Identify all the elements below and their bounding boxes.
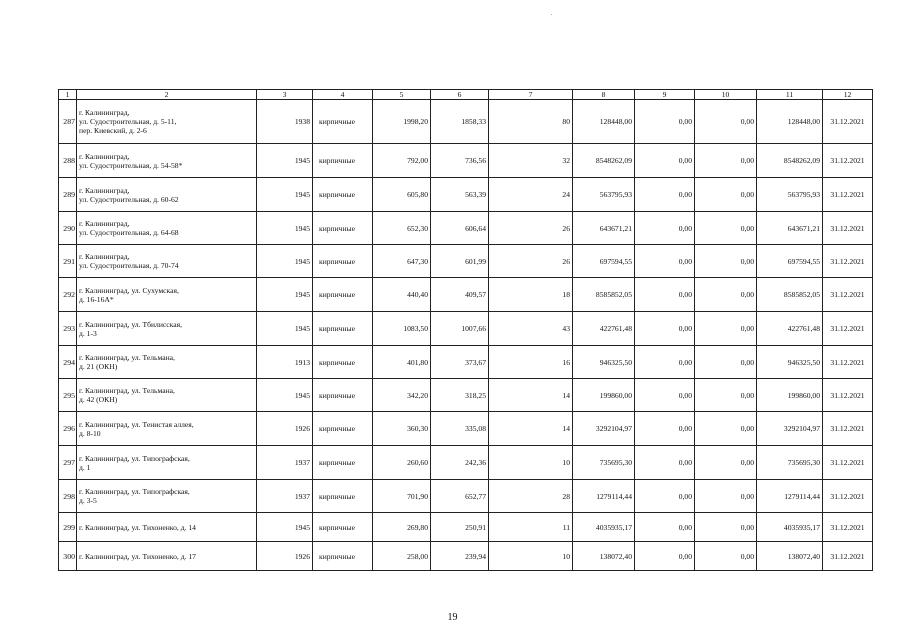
header-col-5: 5	[373, 90, 431, 100]
cost-total-cell: 697594,55	[573, 245, 635, 278]
address-line: д. 8-10	[79, 428, 101, 438]
residents-cell: 11	[489, 513, 573, 542]
cost-total-cell: 946325,50	[573, 346, 635, 379]
area-living-cell: 250,91	[431, 513, 489, 542]
header-col-8: 8	[573, 90, 635, 100]
cost-total-cell: 3292104,97	[573, 412, 635, 446]
cost-col11-cell: 8585852,05	[757, 278, 823, 312]
material-cell: кирпичные	[313, 446, 373, 480]
year-cell: 1926	[257, 412, 313, 446]
year-cell: 1945	[257, 245, 313, 278]
row-index: 289	[59, 178, 77, 212]
year-cell: 1945	[257, 178, 313, 212]
row-index: 293	[59, 312, 77, 346]
area-living-cell: 736,56	[431, 144, 489, 178]
row-index: 295	[59, 379, 77, 412]
area-living-cell: 409,57	[431, 278, 489, 312]
cost-col9-cell: 0,00	[635, 312, 695, 346]
year-cell: 1938	[257, 100, 313, 144]
material-cell: кирпичные	[313, 346, 373, 379]
cost-col10-cell: 0,00	[695, 446, 757, 480]
cost-col10-cell: 0,00	[695, 346, 757, 379]
area-total-cell: 647,30	[373, 245, 431, 278]
header-col-9: 9	[635, 90, 695, 100]
deadline-cell: 31.12.2021	[823, 480, 873, 513]
material-cell: кирпичные	[313, 312, 373, 346]
cost-col11-cell: 138072,40	[757, 542, 823, 571]
cost-col9-cell: 0,00	[635, 412, 695, 446]
page-number: 19	[447, 612, 458, 623]
table-row	[59, 480, 873, 513]
cost-col10-cell: 0,00	[695, 312, 757, 346]
area-total-cell: 401,80	[373, 346, 431, 379]
address-cell	[77, 412, 257, 446]
address-cell	[77, 278, 257, 312]
address-cell	[77, 446, 257, 480]
deadline-cell: 31.12.2021	[823, 278, 873, 312]
cost-col9-cell: 0,00	[635, 100, 695, 144]
year-cell: 1913	[257, 346, 313, 379]
address-cell	[77, 513, 257, 542]
table-row	[59, 346, 873, 379]
cost-total-cell: 128448,00	[573, 100, 635, 144]
address-cell	[77, 144, 257, 178]
address-line: ул. Судостроительная, д. 60-62	[79, 194, 179, 204]
cost-total-cell: 422761,48	[573, 312, 635, 346]
residents-cell: 24	[489, 178, 573, 212]
material-cell: кирпичные	[313, 245, 373, 278]
material-cell: кирпичные	[313, 412, 373, 446]
cost-col11-cell: 735695,30	[757, 446, 823, 480]
table-row	[59, 412, 873, 446]
address-line: г. Калининград, ул. Сухумская,	[79, 285, 179, 295]
area-total-cell: 605,80	[373, 178, 431, 212]
address-line: д. 1-3	[79, 328, 97, 338]
area-living-cell: 242,36	[431, 446, 489, 480]
cost-col9-cell: 0,00	[635, 144, 695, 178]
table-row	[59, 542, 873, 571]
cost-col10-cell: 0,00	[695, 480, 757, 513]
address-line: ул. Судостроительная, д. 5-11,	[79, 117, 177, 126]
cost-col11-cell: 4035935,17	[757, 513, 823, 542]
residents-cell: 14	[489, 412, 573, 446]
cost-col10-cell: 0,00	[695, 212, 757, 245]
row-index: 296	[59, 412, 77, 446]
cost-col9-cell: 0,00	[635, 446, 695, 480]
cost-col11-cell: 199860,00	[757, 379, 823, 412]
header-col-1: 1	[59, 90, 77, 100]
cost-total-cell: 138072,40	[573, 542, 635, 571]
deadline-cell: 31.12.2021	[823, 513, 873, 542]
address-cell	[77, 178, 257, 212]
cost-col11-cell: 563795,93	[757, 178, 823, 212]
area-living-cell: 1858,33	[431, 100, 489, 144]
cost-total-cell: 8548262,09	[573, 144, 635, 178]
row-index: 290	[59, 212, 77, 245]
area-living-cell: 563,39	[431, 178, 489, 212]
material-cell: кирпичные	[313, 178, 373, 212]
cost-col11-cell: 697594,55	[757, 245, 823, 278]
area-living-cell: 318,25	[431, 379, 489, 412]
address-line: ул. Судостроительная, д. 54-58*	[79, 160, 183, 170]
table-row	[59, 144, 873, 178]
deadline-cell: 31.12.2021	[823, 100, 873, 144]
area-total-cell: 260,60	[373, 446, 431, 480]
cost-total-cell: 735695,30	[573, 446, 635, 480]
header-col-7: 7	[489, 90, 573, 100]
address-line: д. 42 (ОКН)	[79, 395, 118, 404]
address-line: г. Калининград, ул. Тельмана,	[79, 353, 175, 362]
cost-col10-cell: 0,00	[695, 513, 757, 542]
address-line: г. Калининград, ул. Тенистая аллея,	[79, 419, 194, 429]
header-col-11: 11	[757, 90, 823, 100]
address-cell	[77, 100, 257, 144]
address-cell	[77, 212, 257, 245]
address-cell	[77, 346, 257, 379]
cost-col9-cell: 0,00	[635, 245, 695, 278]
year-cell: 1937	[257, 480, 313, 513]
residents-cell: 28	[489, 480, 573, 513]
address-line: г. Калининград,	[79, 252, 130, 261]
table-row	[59, 100, 873, 144]
row-index: 291	[59, 245, 77, 278]
cost-total-cell: 199860,00	[573, 379, 635, 412]
address-cell	[77, 312, 257, 346]
row-index: 294	[59, 346, 77, 379]
table-body	[59, 100, 873, 571]
year-cell: 1945	[257, 379, 313, 412]
address-cell	[77, 542, 257, 571]
table-row	[59, 513, 873, 542]
area-living-cell: 652,77	[431, 480, 489, 513]
table-row	[59, 278, 873, 312]
address-line: ул. Судостроительная, д. 64-68	[79, 228, 179, 237]
material-cell: кирпичные	[313, 100, 373, 144]
address-line: г. Калининград, ул. Тбилисская,	[79, 319, 182, 329]
material-cell: кирпичные	[313, 513, 373, 542]
year-cell: 1945	[257, 513, 313, 542]
deadline-cell: 31.12.2021	[823, 446, 873, 480]
address-line: д. 1	[79, 462, 91, 472]
table-row	[59, 379, 873, 412]
cost-total-cell: 8585852,05	[573, 278, 635, 312]
cost-col10-cell: 0,00	[695, 100, 757, 144]
address-line: г. Калининград, ул. Тельмана,	[79, 386, 175, 395]
row-index: 298	[59, 480, 77, 513]
cost-col10-cell: 0,00	[695, 144, 757, 178]
area-living-cell: 601,99	[431, 245, 489, 278]
cost-col11-cell: 643671,21	[757, 212, 823, 245]
cost-col9-cell: 0,00	[635, 542, 695, 571]
address-line: д. 3-5	[79, 496, 97, 505]
area-living-cell: 335,08	[431, 412, 489, 446]
deadline-cell: 31.12.2021	[823, 379, 873, 412]
area-total-cell: 652,30	[373, 212, 431, 245]
cost-col9-cell: 0,00	[635, 178, 695, 212]
address-line: г. Калининград,	[79, 151, 130, 161]
cost-col10-cell: 0,00	[695, 542, 757, 571]
header-col-2: 2	[77, 90, 257, 100]
address-cell	[77, 379, 257, 412]
year-cell: 1945	[257, 312, 313, 346]
row-index: 288	[59, 144, 77, 178]
address-cell	[77, 480, 257, 513]
row-index: 292	[59, 278, 77, 312]
deadline-cell: 31.12.2021	[823, 178, 873, 212]
cost-total-cell: 563795,93	[573, 178, 635, 212]
table-row	[59, 212, 873, 245]
cost-col11-cell: 422761,48	[757, 312, 823, 346]
cost-col11-cell: 128448,00	[757, 100, 823, 144]
deadline-cell: 31.12.2021	[823, 144, 873, 178]
address-line: г. Калининград,	[79, 185, 130, 195]
registry-table-container	[58, 89, 865, 571]
area-total-cell: 792,00	[373, 144, 431, 178]
residents-cell: 80	[489, 100, 573, 144]
address-line: г. Калининград,	[79, 108, 130, 117]
address-line: г. Калининград, ул. Тихоненко, д. 14	[79, 522, 196, 532]
deadline-cell: 31.12.2021	[823, 412, 873, 446]
area-living-cell: 239,94	[431, 542, 489, 571]
year-cell: 1945	[257, 278, 313, 312]
cost-col9-cell: 0,00	[635, 513, 695, 542]
deadline-cell: 31.12.2021	[823, 312, 873, 346]
area-total-cell: 701,90	[373, 480, 431, 513]
residents-cell: 32	[489, 144, 573, 178]
cost-col10-cell: 0,00	[695, 379, 757, 412]
cost-total-cell: 643671,21	[573, 212, 635, 245]
cost-col9-cell: 0,00	[635, 212, 695, 245]
header-col-10: 10	[695, 90, 757, 100]
address-line: ул. Судостроительная, д. 70-74	[79, 261, 179, 270]
residents-cell: 16	[489, 346, 573, 379]
address-line: г. Калининград, ул. Типографская,	[79, 487, 190, 496]
material-cell: кирпичные	[313, 278, 373, 312]
table-row	[59, 446, 873, 480]
cost-col10-cell: 0,00	[695, 278, 757, 312]
residents-cell: 14	[489, 379, 573, 412]
area-living-cell: 1007,66	[431, 312, 489, 346]
cost-col11-cell: 946325,50	[757, 346, 823, 379]
row-index: 300	[59, 542, 77, 571]
header-col-6: 6	[431, 90, 489, 100]
area-total-cell: 440,40	[373, 278, 431, 312]
residents-cell: 26	[489, 212, 573, 245]
address-cell	[77, 245, 257, 278]
cost-col11-cell: 8548262,09	[757, 144, 823, 178]
address-line: г. Калининград, ул. Тихоненко, д. 17	[79, 551, 196, 561]
area-total-cell: 360,30	[373, 412, 431, 446]
area-total-cell: 1998,20	[373, 100, 431, 144]
year-cell: 1937	[257, 446, 313, 480]
row-index: 297	[59, 446, 77, 480]
row-index: 299	[59, 513, 77, 542]
material-cell: кирпичные	[313, 480, 373, 513]
cost-col10-cell: 0,00	[695, 412, 757, 446]
cost-total-cell: 4035935,17	[573, 513, 635, 542]
header-col-12: 12	[823, 90, 873, 100]
deadline-cell: 31.12.2021	[823, 542, 873, 571]
material-cell: кирпичные	[313, 379, 373, 412]
area-living-cell: 373,67	[431, 346, 489, 379]
table-row	[59, 312, 873, 346]
address-line: г. Калининград, ул. Типографская,	[79, 453, 190, 463]
area-total-cell: 1083,50	[373, 312, 431, 346]
row-index: 287	[59, 100, 77, 144]
address-line: д. 16-16А*	[79, 294, 114, 304]
address-line: г. Калининград,	[79, 219, 130, 228]
table-row	[59, 245, 873, 278]
cost-col9-cell: 0,00	[635, 480, 695, 513]
material-cell: кирпичные	[313, 212, 373, 245]
cost-col10-cell: 0,00	[695, 245, 757, 278]
table-header	[59, 90, 873, 100]
area-total-cell: 269,80	[373, 513, 431, 542]
cost-col9-cell: 0,00	[635, 379, 695, 412]
residents-cell: 10	[489, 542, 573, 571]
residents-cell: 26	[489, 245, 573, 278]
cost-total-cell: 1279114,44	[573, 480, 635, 513]
year-cell: 1945	[257, 212, 313, 245]
residents-cell: 18	[489, 278, 573, 312]
area-total-cell: 258,00	[373, 542, 431, 571]
area-living-cell: 606,64	[431, 212, 489, 245]
registry-table	[58, 89, 873, 571]
address-line: д. 21 (ОКН)	[79, 362, 118, 371]
cost-col9-cell: 0,00	[635, 346, 695, 379]
header-row	[59, 90, 873, 100]
cost-col9-cell: 0,00	[635, 278, 695, 312]
material-cell: кирпичные	[313, 542, 373, 571]
residents-cell: 43	[489, 312, 573, 346]
year-cell: 1926	[257, 542, 313, 571]
deadline-cell: 31.12.2021	[823, 346, 873, 379]
table-row	[59, 178, 873, 212]
year-cell: 1945	[257, 144, 313, 178]
scan-artifact-dot	[551, 14, 552, 15]
area-total-cell: 342,20	[373, 379, 431, 412]
cost-col11-cell: 1279114,44	[757, 480, 823, 513]
deadline-cell: 31.12.2021	[823, 245, 873, 278]
material-cell: кирпичные	[313, 144, 373, 178]
address-line: пер. Киевский, д. 2-6	[79, 126, 147, 135]
cost-col11-cell: 3292104,97	[757, 412, 823, 446]
header-col-3: 3	[257, 90, 313, 100]
header-col-4: 4	[313, 90, 373, 100]
deadline-cell: 31.12.2021	[823, 212, 873, 245]
residents-cell: 10	[489, 446, 573, 480]
cost-col10-cell: 0,00	[695, 178, 757, 212]
